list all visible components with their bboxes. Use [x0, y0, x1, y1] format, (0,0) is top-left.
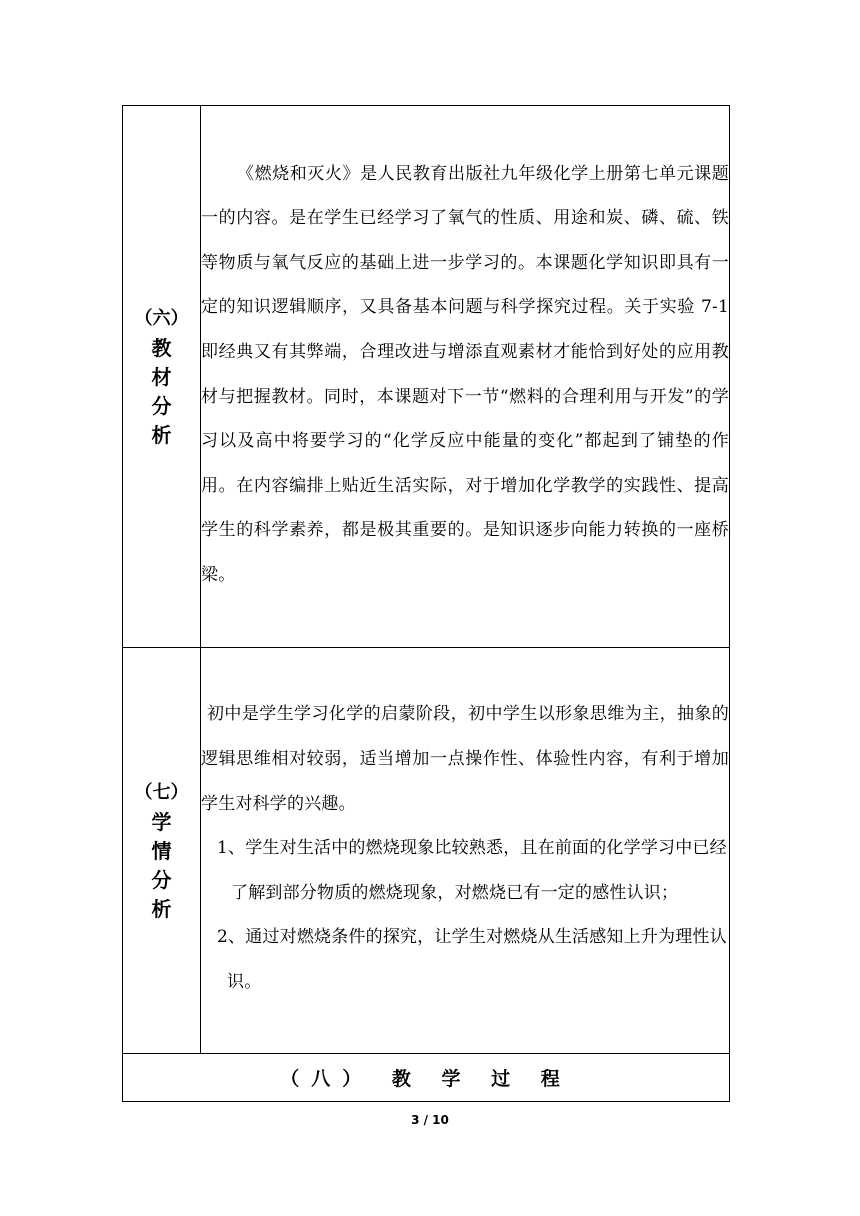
section-6-label-char: 分: [151, 393, 172, 418]
page-number: 3 / 10: [411, 1113, 449, 1127]
section-8-row: [123, 1054, 730, 1102]
section-6-row: [123, 106, 730, 648]
section-6-label: [123, 106, 201, 648]
section-7-label-char: 析: [151, 896, 172, 921]
section-6-content: [201, 106, 730, 648]
student-analysis-item-2: 2、通过对燃烧条件的探究，让学生对燃烧从生活感知上升为理性认识。: [217, 927, 727, 992]
textbook-analysis-paragraph: 《燃烧和灭火》是人民教育出版社九年级化学上册第七单元课题一的内容。是在学生已经学习了氧气的性质、用途和炭、磷、硫、铁等物质与氧气反应的基础上进一步学习的。本课题化学知识即具有一定的知识逻辑顺序，又具备基本问题与科学探究过程。关于实验 7-1 即经典又有其弊端，合理改进与增添直观素材才能恰到好处的应用教材与把握教材。同时，本课题对下一节“燃料的合理利用与开发”的学习以及高中将要学习的“化学反应中能量的变化”都起到了铺垫的作用。在内容编排上贴近生活实际，对于增加化学教学的实践性、提高学生的科学素养，都是极其重要的。是知识逐步向能力转换的一座桥梁。: [201, 163, 729, 585]
section-7-row: [123, 648, 730, 1054]
section-7-label-char: 情: [151, 838, 172, 863]
section-7-number: （七）: [134, 781, 189, 803]
section-6-label-char: 教: [151, 335, 172, 360]
document-table-wrapper: [122, 105, 730, 1102]
document-table: [122, 105, 730, 1102]
section-7-label: [123, 648, 201, 1054]
student-analysis-intro: 初中是学生学习化学的启蒙阶段，初中学生以形象思维为主，抽象的逻辑思维相对较弱，适当增加一点操作性、体验性内容，有利于增加学生对科学的兴趣。: [201, 704, 729, 814]
student-analysis-item-1: 1、学生对生活中的燃烧现象比较熟悉，且在前面的化学学习中已经了解到部分物质的燃烧现象，对燃烧已有一定的感性认识；: [217, 838, 727, 903]
section-8-heading-cell: [123, 1054, 730, 1102]
teaching-process-heading: （八） 教 学 过 程: [280, 1068, 572, 1090]
section-7-label-char: 学: [151, 809, 172, 834]
section-7-content: [201, 648, 730, 1054]
section-6-label-char: 析: [151, 422, 172, 447]
section-7-label-char: 分: [151, 867, 172, 892]
section-6-number: （六）: [134, 307, 189, 329]
section-6-label-char: 材: [151, 364, 172, 389]
